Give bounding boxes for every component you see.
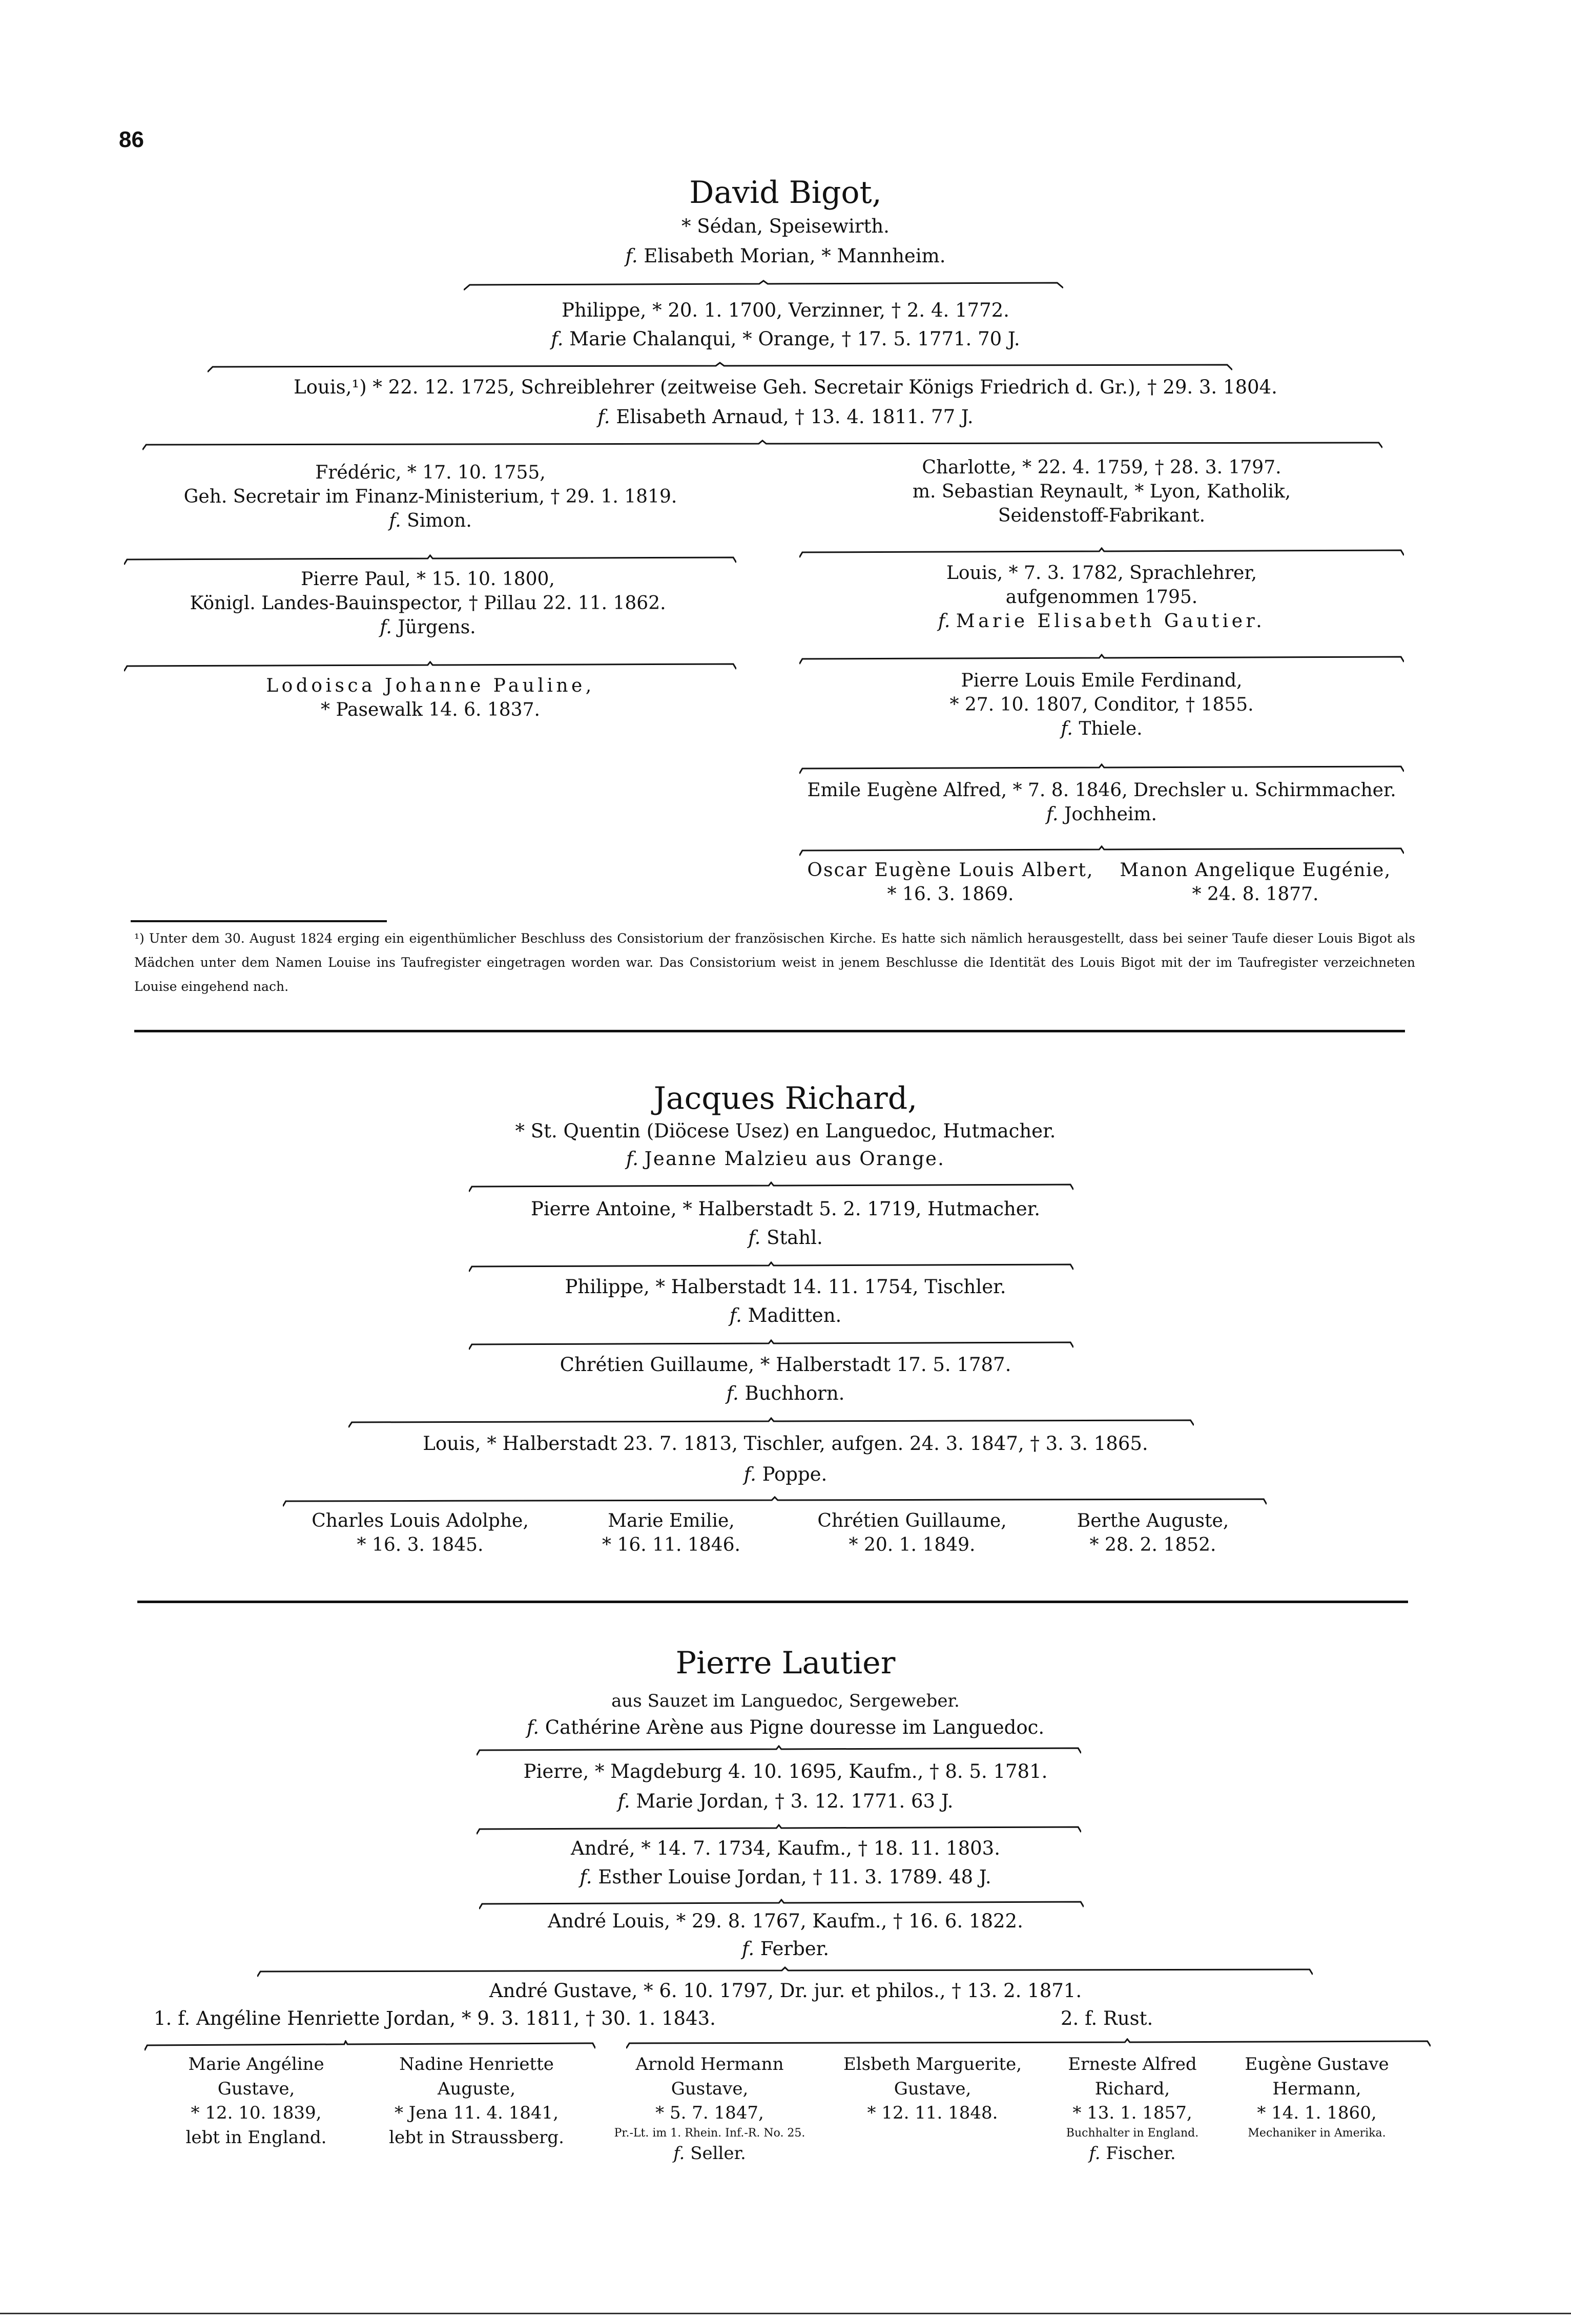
gen-wife: f. Poppe. xyxy=(743,1463,828,1485)
family-head-name: David Bigot, xyxy=(689,175,882,211)
gen-2-line: Louis,¹) * 22. 12. 1725, Schreiblehrer (zeitweise Geh. Secretair Königs Friedrich d. Gr.), † 29. 3. 1804. xyxy=(294,376,1277,398)
right-branch-charlotte: Charlotte, * 22. 4. 1759, † 28. 3. 1797. m. Sebastian Reynault, * Lyon, Katholik, Seidenstoff-Fabrikant. xyxy=(912,457,1291,526)
brace-divider xyxy=(469,1181,1073,1193)
first-wife: 1. f. Angéline Henriette Jordan, * 9. 3. 1811, † 30. 1. 1843. xyxy=(154,2007,716,2029)
child-marie-angeline: Marie Angéline Gustave, * 12. 10. 1839, lebt in England. xyxy=(185,2054,327,2148)
section-divider xyxy=(137,1601,1408,1603)
brace-divider xyxy=(464,280,1063,291)
family-head-info: * Sédan, Speisewirth. xyxy=(681,215,890,237)
gen-wife: f. Marie Jordan, † 3. 12. 1771. 63 J. xyxy=(617,1790,954,1812)
brace-divider xyxy=(283,1496,1267,1507)
gen-line: Pierre, * Magdeburg 4. 10. 1695, Kaufm., † 8. 5. 1781. xyxy=(523,1760,1048,1782)
last-gen-line: André Gustave, * 6. 10. 1797, Dr. jur. et philos., † 13. 2. 1871. xyxy=(489,1980,1082,2002)
brace-divider xyxy=(479,1899,1084,1910)
brace-divider xyxy=(469,1261,1073,1273)
child-arnold-hermann: Arnold Hermann Gustave, * 5. 7. 1847, Pr.-Lt. im 1. Rhein. Inf.-R. No. 25. f. Seller. xyxy=(614,2054,805,2164)
family-head-info: * St. Quentin (Diöcese Usez) en Languedoc, Hutmacher. xyxy=(515,1120,1056,1142)
left-branch-lodoisca: Lodoisca Johanne Pauline, * Pasewalk 14. 6. 1837. xyxy=(266,675,595,720)
brace-divider xyxy=(799,547,1404,558)
gen-wife: f. Maditten. xyxy=(729,1304,842,1326)
left-branch-frederic: Frédéric, * 17. 10. 1755, Geh. Secretair im Finanz-Ministerium, † 29. 1. 1819. f. Simon. xyxy=(183,462,677,531)
family-head-wife: f. Cathérine Arène aus Pigne douresse im Languedoc. xyxy=(526,1716,1045,1738)
family-head-name: Jacques Richard, xyxy=(653,1081,918,1116)
child: Charles Louis Adolphe, * 16. 3. 1845. xyxy=(312,1510,529,1555)
footnote: ¹) Unter dem 30. August 1824 erging ein eigenthümlicher Beschluss des Consistorium der französischen Kirche. Es hatte sich nämlich herausgestellt, dass bei seiner Taufe dieser Louis Bigot als Mädchen unter dem Namen Louise ins Taufregister eingetragen worden war. Das Consistorium weist in jenem Beschlusse die Identität des Louis Bigot mit der im Taufregister verzeichneten Louise eingehend nach. xyxy=(134,931,1415,994)
gen-line: André Louis, * 29. 8. 1767, Kaufm., † 16. 6. 1822. xyxy=(548,1910,1023,1932)
left-branch-pierre-paul: Pierre Paul, * 15. 10. 1800, Königl. Landes-Bauinspector, † Pillau 22. 11. 1862. f. Jürgens. xyxy=(190,569,666,638)
right-branch-pierre-louis: Pierre Louis Emile Ferdinand, * 27. 10. 1807, Conditor, † 1855. f. Thiele. xyxy=(949,670,1254,739)
gen-wife: f. Stahl. xyxy=(748,1227,823,1249)
family-head-info: aus Sauzet im Languedoc, Sergeweber. xyxy=(611,1691,960,1711)
brace-divider xyxy=(477,1745,1081,1756)
brace-divider xyxy=(142,440,1382,451)
footnote-rule xyxy=(131,920,387,922)
child-elsbeth-marguerite: Elsbeth Marguerite, Gustave, * 12. 11. 1848. xyxy=(843,2054,1022,2124)
brace-divider xyxy=(144,2040,595,2051)
right-branch-emile: Emile Eugène Alfred, * 7. 8. 1846, Drechsler u. Schirmmacher. f. Jochheim. xyxy=(807,780,1396,825)
gen-line: Chrétien Guillaume, * Halberstadt 17. 5. 1787. xyxy=(560,1354,1011,1376)
family-head-name: Pierre Lautier xyxy=(675,1645,896,1681)
child-eugene-gustave: Eugène Gustave Hermann, * 14. 1. 1860, Mechaniker in Amerika. xyxy=(1245,2054,1389,2140)
gen-line: André, * 14. 7. 1734, Kaufm., † 18. 11. 1803. xyxy=(571,1837,1000,1859)
family-head-wife: f. Elisabeth Morian, * Mannheim. xyxy=(625,245,946,267)
brace-divider xyxy=(257,1966,1313,1978)
brace-divider xyxy=(348,1417,1194,1428)
brace-divider xyxy=(208,362,1232,373)
brace-divider xyxy=(799,763,1404,775)
section-divider xyxy=(134,1030,1405,1032)
second-wife: 2. f. Rust. xyxy=(1061,2007,1153,2029)
gen-line: Philippe, * Halberstadt 14. 11. 1754, Tischler. xyxy=(565,1276,1006,1298)
gen-1-line: Philippe, * 20. 1. 1700, Verzinner, † 2. 4. 1772. xyxy=(562,299,1009,321)
brace-divider xyxy=(626,2038,1431,2049)
gen-1-wife: f. Marie Chalanqui, * Orange, † 17. 5. 1771. 70 J. xyxy=(551,328,1020,350)
family-head-wife: f. Jeanne Malzieu aus Orange. xyxy=(626,1148,945,1170)
gen-2-wife: f. Elisabeth Arnaud, † 13. 4. 1811. 77 J. xyxy=(597,406,974,428)
gen-wife: f. Buchhorn. xyxy=(726,1382,845,1404)
child-oscar: Oscar Eugène Louis Albert, * 16. 3. 1869. xyxy=(807,860,1094,905)
brace-divider xyxy=(799,845,1404,857)
gen-wife: f. Ferber. xyxy=(741,1938,830,1960)
page-bottom-edge xyxy=(0,2313,1571,2314)
brace-divider xyxy=(469,1339,1073,1351)
child: Berthe Auguste, * 28. 2. 1852. xyxy=(1077,1510,1229,1555)
child: Chrétien Guillaume, * 20. 1. 1849. xyxy=(817,1510,1007,1555)
brace-divider xyxy=(799,654,1404,665)
child-manon: Manon Angelique Eugénie, * 24. 8. 1877. xyxy=(1120,860,1391,905)
gen-wife: f. Esther Louise Jordan, † 11. 3. 1789. 48 J. xyxy=(580,1866,991,1888)
child-erneste-alfred: Erneste Alfred Richard, * 13. 1. 1857, Buchhalter in England. f. Fischer. xyxy=(1066,2054,1199,2164)
right-branch-louis: Louis, * 7. 3. 1782, Sprachlehrer, aufgenommen 1795. f. Marie Elisabeth Gautier. xyxy=(938,563,1266,632)
page-number: 86 xyxy=(119,127,144,152)
child: Marie Emilie, * 16. 11. 1846. xyxy=(602,1510,740,1555)
gen-line: Pierre Antoine, * Halberstadt 5. 2. 1719, Hutmacher. xyxy=(530,1198,1041,1220)
brace-divider xyxy=(124,661,736,672)
brace-divider xyxy=(124,554,736,566)
gen-line: Louis, * Halberstadt 23. 7. 1813, Tischler, aufgen. 24. 3. 1847, † 3. 3. 1865. xyxy=(423,1433,1148,1455)
child-nadine-henriette: Nadine Henriette Auguste, * Jena 11. 4. 1841, lebt in Straussberg. xyxy=(389,2054,564,2148)
brace-divider xyxy=(477,1824,1081,1835)
